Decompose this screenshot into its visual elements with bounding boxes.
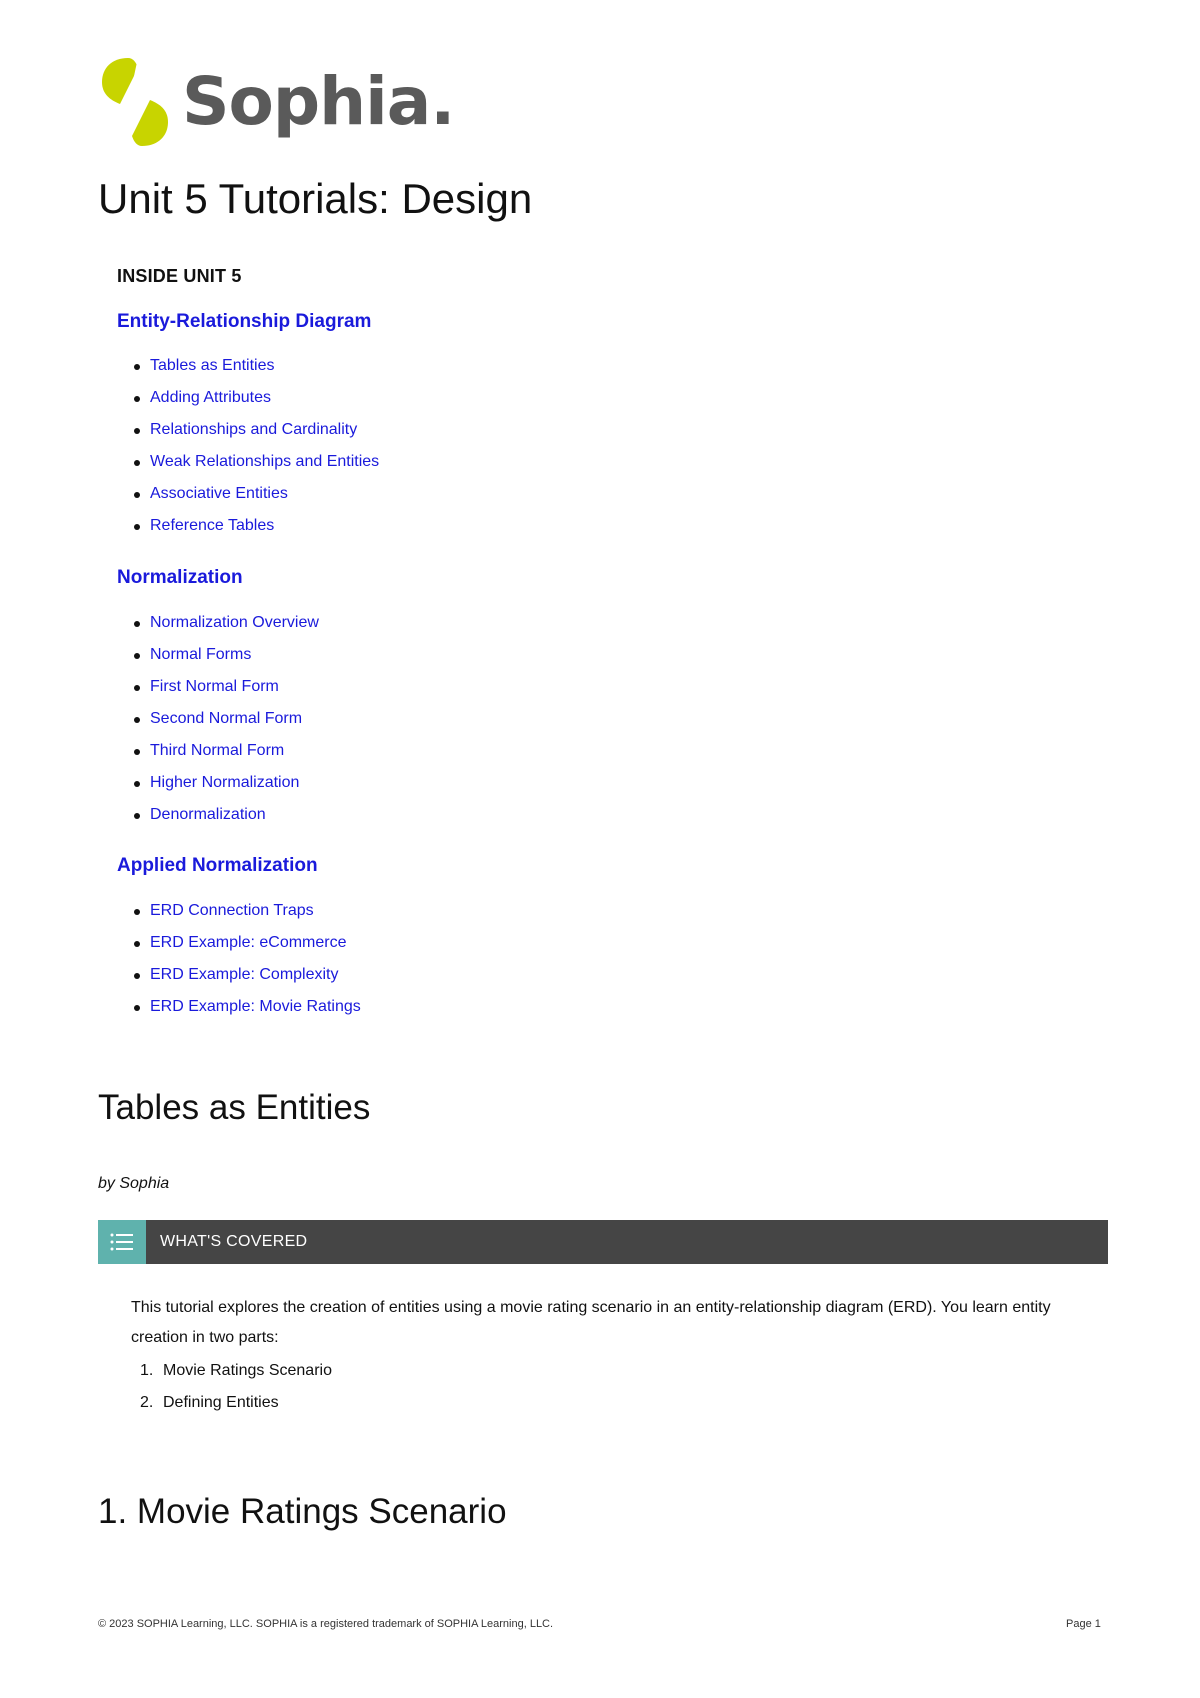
toc-link[interactable]: ERD Connection Traps xyxy=(150,895,361,927)
toc-list-erd xyxy=(150,350,379,542)
inside-unit-label: INSIDE UNIT 5 xyxy=(117,266,242,286)
toc-link[interactable]: ERD Example: Movie Ratings xyxy=(150,991,361,1023)
sophia-logo-text: Sophia. xyxy=(182,63,455,140)
toc-link[interactable]: ERD Example: Complexity xyxy=(150,959,361,991)
footer-copyright: © 2023 SOPHIA Learning, LLC. SOPHIA is a registered trademark of SOPHIA Learning, LLC. xyxy=(98,1618,554,1630)
toc-list-normalization xyxy=(150,607,319,831)
list-item: 1. Movie Ratings Scenario xyxy=(140,1362,332,1379)
whats-covered-bar xyxy=(98,1220,1108,1264)
section-heading-normalization[interactable]: Normalization xyxy=(117,567,243,588)
sophia-logo-mark-icon xyxy=(98,54,172,150)
footer-page-number: Page 1 xyxy=(1066,1618,1101,1630)
toc-link[interactable]: Normal Forms xyxy=(150,639,319,671)
toc-list-applied-normalization xyxy=(150,895,361,1023)
whats-covered-label: WHAT'S COVERED xyxy=(160,1233,308,1250)
toc-link[interactable]: Associative Entities xyxy=(150,478,379,510)
section-heading-erd[interactable]: Entity-Relationship Diagram xyxy=(117,311,372,332)
toc-link[interactable]: Denormalization xyxy=(150,799,319,831)
toc-link[interactable]: First Normal Form xyxy=(150,671,319,703)
toc-link[interactable]: Second Normal Form xyxy=(150,703,319,735)
toc-link[interactable]: Adding Attributes xyxy=(150,382,379,414)
list-item: 2. Defining Entities xyxy=(140,1394,279,1411)
toc-link[interactable]: Higher Normalization xyxy=(150,767,319,799)
tutorial-title: Tables as Entities xyxy=(98,1088,371,1127)
whats-covered-list xyxy=(131,1355,332,1419)
section-title: 1. Movie Ratings Scenario xyxy=(98,1492,507,1531)
toc-link[interactable]: Weak Relationships and Entities xyxy=(150,446,379,478)
whats-covered-text: This tutorial explores the creation of entities using a movie rating scenario in an entity-relationship diagram (ERD). You learn entity creation in two parts: xyxy=(131,1299,1051,1346)
sophia-logo xyxy=(98,52,454,152)
toc-link[interactable]: Tables as Entities xyxy=(150,350,379,382)
toc-link[interactable]: Normalization Overview xyxy=(150,607,319,639)
unit-title: Unit 5 Tutorials: Design xyxy=(98,175,533,222)
whats-covered-icon-box xyxy=(98,1220,146,1264)
byline: by Sophia xyxy=(98,1175,170,1192)
toc-link[interactable]: ERD Example: eCommerce xyxy=(150,927,361,959)
section-heading-applied-normalization[interactable]: Applied Normalization xyxy=(117,855,318,876)
toc-link[interactable]: Third Normal Form xyxy=(150,735,319,767)
list-icon xyxy=(110,1232,134,1252)
toc-link[interactable]: Relationships and Cardinality xyxy=(150,414,379,446)
toc-link[interactable]: Reference Tables xyxy=(150,510,379,542)
